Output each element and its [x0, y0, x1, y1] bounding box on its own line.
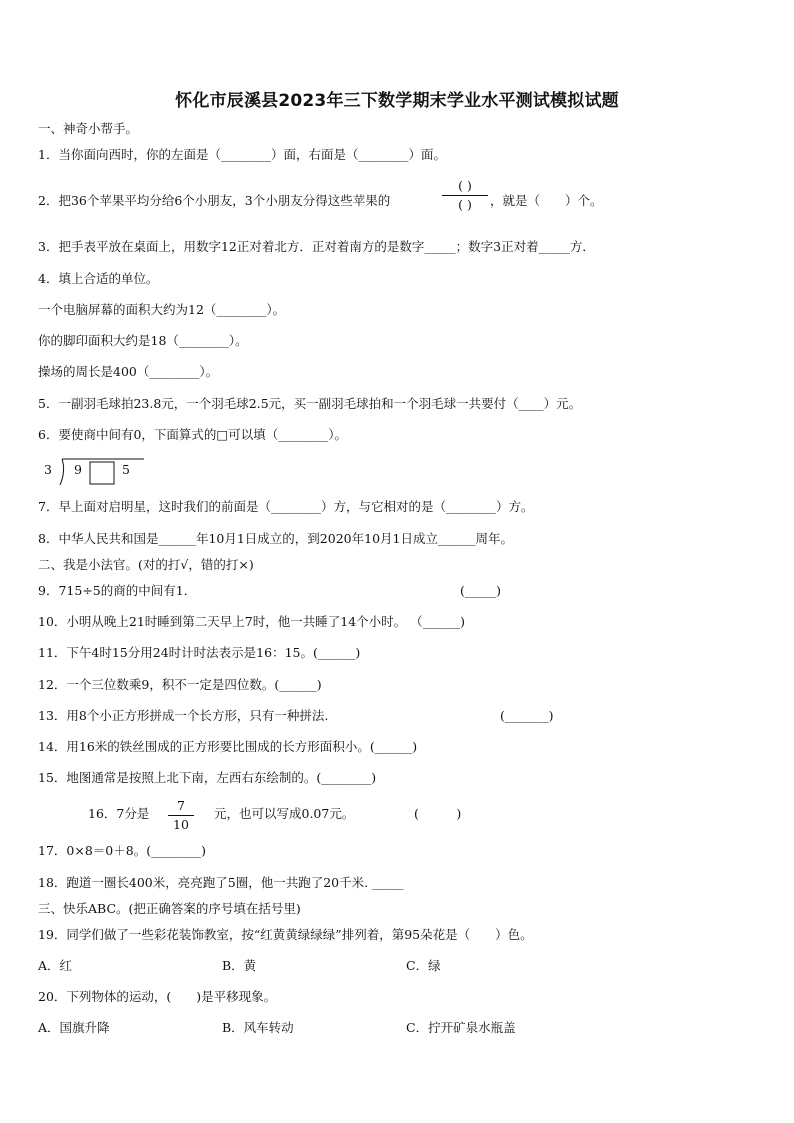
fraction-numerator: ( ) [458, 178, 472, 193]
section-heading-2: 二、我是小法官。(对的打√，错的打×) [38, 557, 254, 572]
question-8: 8．中华人民共和国是______年10月1日成立的，到2020年10月1日成立______周年。 [38, 531, 513, 546]
question-2-fraction [442, 178, 488, 213]
question-18: 18．跑道一圈长400米，亮亮跑了5圈，他一共跑了20千米. _____ [38, 875, 404, 890]
question-16-tail: 元，也可以写成0.07元。 [214, 806, 355, 821]
question-4c: 操场的周长是400（________）。 [38, 364, 219, 379]
fraction-bar [442, 195, 488, 196]
long-division-figure [40, 455, 150, 487]
question-15: 15．地图通常是按照上北下南，左西右东绘制的。(________) [38, 770, 377, 785]
fraction-numerator: 7 [177, 798, 185, 813]
question-19-option-a: A．红 [38, 958, 73, 973]
question-13-blank: (_______) [500, 708, 554, 723]
question-5: 5．一副羽毛球拍23.8元，一个羽毛球2.5元，买一副羽毛球拍和一个羽毛球一共要付（____）元。 [38, 396, 582, 411]
question-19: 19．同学们做了一些彩花装饰教室，按“红黄黄绿绿绿”排列着，第95朵花是（ ）色。 [38, 927, 533, 942]
question-12: 12．一个三位数乘9，积不一定是四位数。(______) [38, 677, 322, 692]
question-6: 6．要使商中间有0，下面算式的□可以填（________）。 [38, 427, 347, 442]
question-4b: 你的脚印面积大约是18（________）。 [38, 333, 248, 348]
question-20-option-c: C．拧开矿泉水瓶盖 [406, 1020, 516, 1035]
fraction-bar [168, 815, 194, 816]
question-1: 1．当你面向西时，你的左面是（________）面，右面是（________）面。 [38, 147, 446, 162]
question-20-option-b: B．风车转动 [222, 1020, 294, 1035]
question-20: 20．下列物体的运动，( )是平移现象。 [38, 989, 277, 1004]
fraction-denominator: 10 [173, 817, 189, 832]
question-20-option-a: A．国旗升降 [38, 1020, 110, 1035]
division-bracket-icon [40, 455, 150, 487]
question-9: 9．715÷5的商的中间有1． [38, 583, 197, 598]
question-2-tail: ，就是（ ）个。 [490, 193, 603, 208]
dividend-digit-3: 5 [122, 462, 130, 477]
question-4: 4．填上合适的单位。 [38, 271, 159, 286]
question-17: 17．0×8＝0＋8。(________) [38, 843, 206, 858]
fraction-denominator: ( ) [458, 197, 472, 212]
question-4a: 一个电脑屏幕的面积大约为12（________）。 [38, 302, 286, 317]
question-13: 13．用8个小正方形拼成一个长方形，只有一种拼法. [38, 708, 329, 723]
question-3: 3．把手表平放在桌面上，用数字12正对着北方．正对着南方的是数字_____；数字3正对着_____方． [38, 239, 595, 254]
question-7: 7．早上面对启明星，这时我们的前面是（________）方，与它相对的是（________）方。 [38, 499, 534, 514]
question-19-option-c: C．绿 [406, 958, 441, 973]
section-heading-1: 一、神奇小帮手。 [38, 121, 139, 136]
question-16-text: 16．7分是 [88, 806, 150, 821]
question-2-text: 2．把36个苹果平均分给6个小朋友，3个小朋友分得这些苹果的 [38, 193, 391, 208]
question-11: 11．下午4时15分用24时计时法表示是16：15。(______) [38, 645, 361, 660]
question-10: 10．小明从晚上21时睡到第二天早上7时，他一共睡了14个小时。 （______) [38, 614, 466, 629]
question-16-fraction [168, 798, 194, 833]
question-14: 14．用16米的铁丝围成的正方形要比围成的长方形面积小。(______) [38, 739, 418, 754]
question-16-blank: ( ) [414, 806, 462, 821]
question-9-blank: (_____) [460, 583, 502, 598]
section-heading-3: 三、快乐ABC。(把正确答案的序号填在括号里) [38, 901, 301, 916]
page-title: 怀化市辰溪县2023年三下数学期末学业水平测试模拟试题 [175, 91, 619, 111]
dividend-digit-1: 9 [74, 462, 82, 477]
question-19-option-b: B．黄 [222, 958, 257, 973]
divisor: 3 [44, 462, 52, 477]
